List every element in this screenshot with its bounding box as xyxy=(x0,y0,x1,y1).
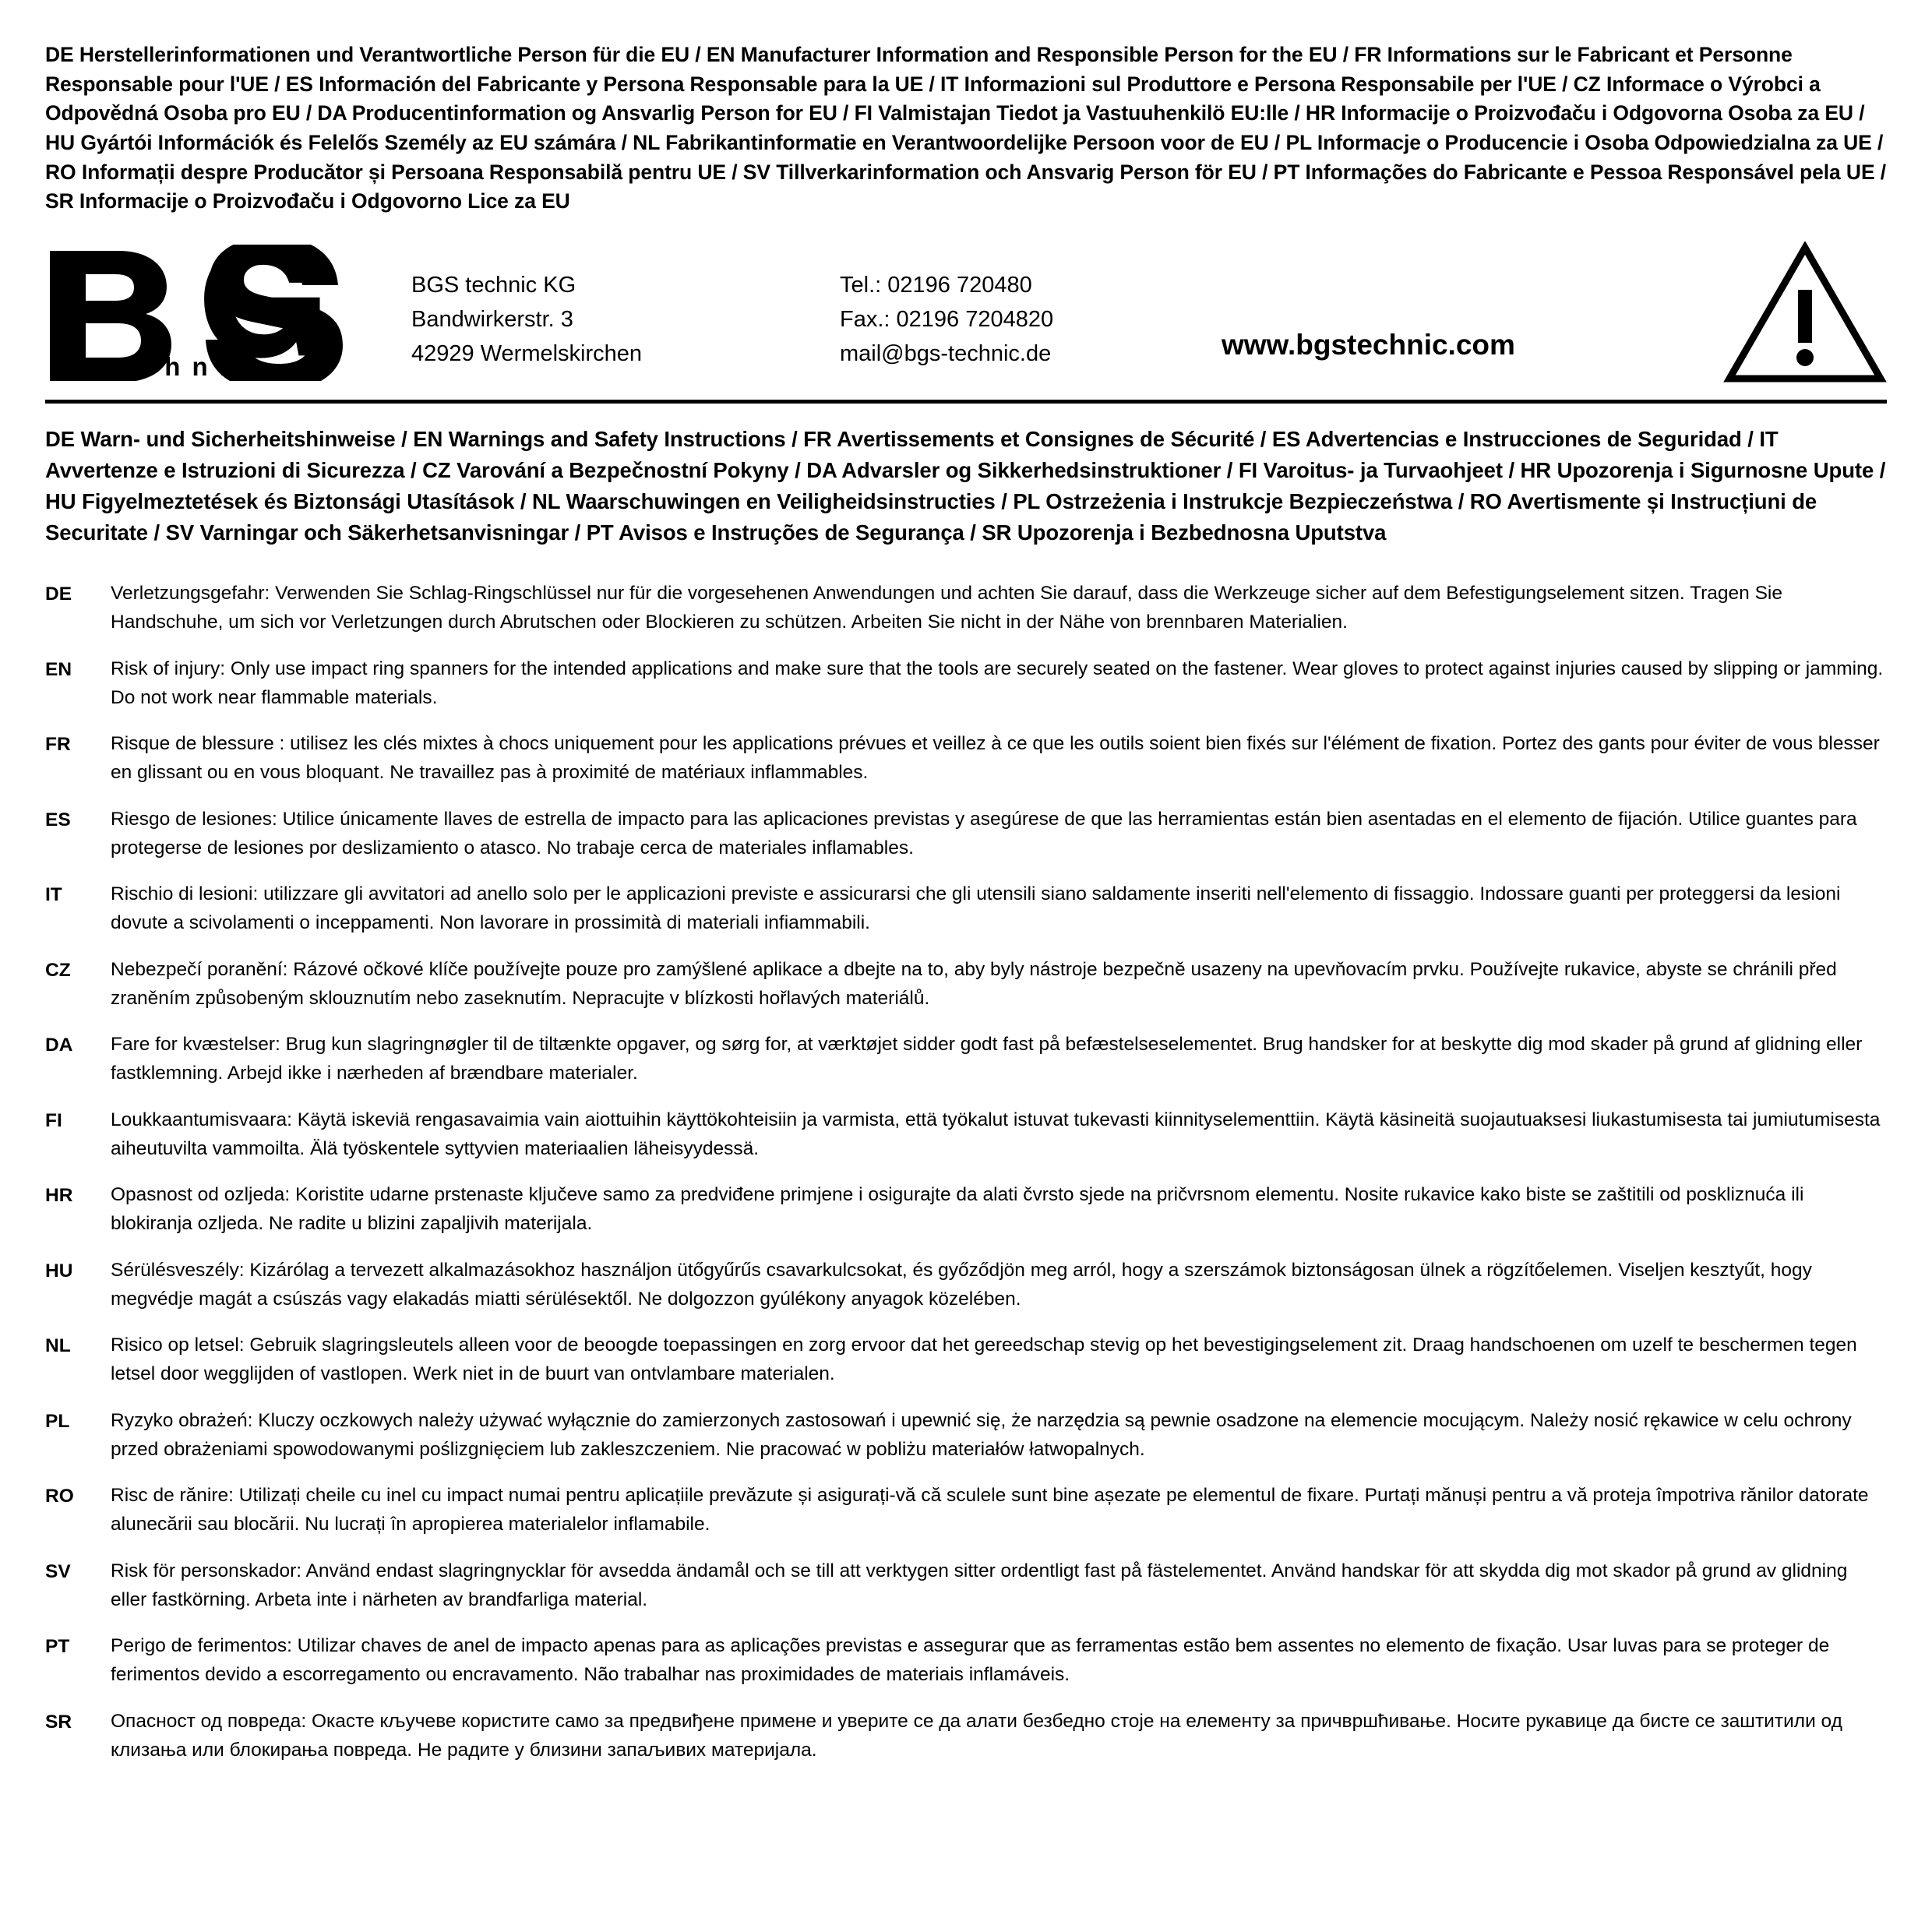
manufacturer-info-heading: DE Herstellerinformationen und Verantwortliche Person für die EU / EN Manufacturer Information and Responsible Person for the EU / FR Informations sur le Fabricant et Personne Responsable pour l'UE / ES Información del Fabricante y Persona Responsable para la UE / IT Informazioni sul Produttore e Persona Responsabile per l'UE / CZ Informace o Výrobci a Odpovědná Osoba pro EU / DA Producentinformation og Ansvarlig Person for EU / FI Valmistajan Tiedot ja Vastuuhenkilö EU:lle / HR Informacije o Proizvođaču i Odgovorna Osoba za EU / HU Gyártói Információk és Felelős Személy az EU számára / NL Fabrikantinformatie en Verantwoordelijke Persoon voor de EU / PL Informacje o Producencie i Osoba Odpowiedzialna za UE / RO Informații despre Producător și Persoana Responsabilă pentru UE / SV Tillverkarinformation och Ansvarig Person för EU / PT Informações do Fabricante e Pessoa Responsável pela UE / SR Informacije o Proizvođaču i Odgovorno Lice za EU xyxy=(45,43,1887,213)
list-item xyxy=(45,1557,1887,1615)
warning-text: Risque de blessure : utilisez les clés mixtes à chocs uniquement pour les applications prévues et veillez à ce que les outils soient bien fixés sur l'élément de fixation. Portez des gants pour éviter de vous blesser en glissant ou en vous bloquant. Ne travaillez pas à proximité de matériaux inflammables. xyxy=(111,733,1880,784)
company-contact-details xyxy=(840,268,1175,371)
warning-text: Fare for kvæstelser: Brug kun slagringnøgler til de tiltænkte opgaver, og sørg for, at værktøjet sidder godt fast på befæstelseselementet. Brug handsker for at beskytte dig mod skader på grund af glidning eller fastklemning. Arbejd ikke i nærheden af brændbare materialer. xyxy=(111,1034,1863,1084)
company-website[interactable]: www.bgstechnic.com xyxy=(1222,328,1515,361)
divider xyxy=(45,400,1887,404)
warning-text: Loukkaantumisvaara: Käytä iskeviä rengasavaimia vain aiottuihin käyttökohteisiin ja varmista, että työkalut istuvat tukevasti kiinnityselementtiin. Käytä käsineitä suojautuaksesi liukastumisesta tai jumiutumisesta aiheutuvilta vammoilta. Älä työskentele syttyvien materiaalien läheisyydessä. xyxy=(111,1109,1881,1159)
warning-text: Опасност од повреда: Окасте кључеве користите само за предвиђене примене и уверите се да алати безбедно стоје на елементу за причвршћивање. Носите рукавице да бисте се заштитили од клизања или блокирања повреда. Не радите у близини запаљивих материјала. xyxy=(111,1710,1842,1761)
warning-text: Sérülésveszély: Kizárólag a tervezett alkalmazásokhoz használjon ütőgyűrűs csavarkulcsokat, és győződjön meg arról, hogy a szerszámok biztonságosan ülnek a rögzítőelemen. Viseljen kesztyűt, hogy megvédje magát a csúszás vagy elakadás miatti sérülésektől. Ne dolgozzon gyúlékony anyagok közelében. xyxy=(111,1259,1812,1310)
svg-text:t e c h n i c: t e c h n i c xyxy=(92,351,256,381)
manufacturer-block xyxy=(45,231,1887,393)
language-code: IT xyxy=(45,884,62,906)
language-code: CZ xyxy=(45,959,71,981)
list-item xyxy=(45,1106,1887,1164)
warnings-heading: DE Warn- und Sicherheitshinweise / EN Warnings and Safety Instructions / FR Avertissements et Consignes de Sécurité / ES Advertencias e Instrucciones de Seguridad / IT Avvertenze e Istruzioni di Sicurezza / CZ Varování a Bezpečnostní Pokyny / DA Advarsler og Sikkerhedsinstruktioner / FI Varoitus- ja Turvaohjeet / HR Upozorenja i Sigurnosne Upute / HU Figyelmeztetések és Biztonsági Utasítások / NL Waarschuwingen en Veiligheidsinstructies / PL Ostrzeżenia i Instrukcje Bezpieczeństwa / RO Avertismente și Instrucțiuni de Securitate / SV Varningar och Säkerhetsanvisningar / PT Avisos e Instruções de Segurança / SR Upozorenja i Bezbednosna Uputstva xyxy=(45,426,1886,545)
language-code: EN xyxy=(45,658,72,680)
warnings-list xyxy=(45,580,1887,1765)
language-code: ES xyxy=(45,809,71,830)
warning-text: Opasnost od ozljeda: Koristite udarne prstenaste ključeve samo za predviđene primjene i osigurajte da alati čvrsto sjede na pričvrsnom elementu. Nosite rukavice kako biste se zaštitili od poskliznuća ili blokiranja ozljeda. Ne radite u blizini zapaljivih materijala. xyxy=(111,1184,1804,1235)
company-tel: Tel.: 02196 720480 xyxy=(840,272,1032,298)
warning-text: Perigo de ferimentos: Utilizar chaves de anel de impacto apenas para as aplicações previstas e assegurar que as ferramentas estão bem assentes no elemento de fixação. Usar luvas para se proteger de ferimentos devido a escorregamento ou encravamento. Não trabalhar nas proximidades de materiais inflamáveis. xyxy=(111,1635,1830,1686)
language-code: RO xyxy=(45,1486,74,1507)
list-item xyxy=(45,655,1887,713)
list-item xyxy=(45,1407,1887,1465)
list-item xyxy=(45,1482,1887,1539)
list-item xyxy=(45,580,1887,637)
company-address xyxy=(411,268,793,371)
warning-text: Nebezpečí poranění: Rázové očkové klíče používejte pouze pro zamýšlené aplikace a dbejte na to, aby byly nástroje bezpečně usazeny na upevňovacím prvku. Používejte rukavice, abyste se chránili před zraněním způsobeným sklouznutím nebo zaseknutím. Nepracujte v blízkosti hořlavých materiálů. xyxy=(111,958,1837,1009)
warning-text: Verletzungsgefahr: Verwenden Sie Schlag-Ringschlüssel nur für die vorgesehenen Anwendungen und achten Sie darauf, dass die Werkzeuge sicher auf dem Befestigungselement sitzen. Tragen Sie Handschuhe, um sich vor Verletzungen durch Abrutschen oder Blockieren zu schützen. Arbeiten Sie nicht in der Nähe von brennbaren Materialien. xyxy=(111,583,1782,633)
language-code: DA xyxy=(45,1035,73,1056)
list-item xyxy=(45,1331,1887,1389)
language-code: PL xyxy=(45,1410,70,1432)
list-item xyxy=(45,1708,1887,1765)
warning-text: Rischio di lesioni: utilizzare gli avvitatori ad anello solo per le applicazioni previste e assicurarsi che gli utensili siano saldamente inseriti nell'elemento di fissaggio. Indossare guanti per proteggersi da lesioni dovute a scivolamenti o inceppamenti. Non lavorare in prossimità di materiali infiammabili. xyxy=(111,883,1841,934)
company-email[interactable]: mail@bgs-technic.de xyxy=(840,340,1052,366)
warning-triangle-icon xyxy=(1723,242,1887,386)
company-fax: Fax.: 02196 7204820 xyxy=(840,306,1054,332)
language-code: PT xyxy=(45,1636,70,1658)
list-item xyxy=(45,880,1887,938)
svg-text:®: ® xyxy=(278,247,296,273)
language-code: HU xyxy=(45,1260,73,1282)
warning-triangle-wrap xyxy=(1700,235,1887,386)
language-code: NL xyxy=(45,1335,71,1357)
warning-text: Risk of injury: Only use impact ring spanners for the intended applications and make sure that the tools are securely seated on the fastener. Wear gloves to protect against injuries caused by slipping or jamming. Do not work near flammable materials. xyxy=(111,658,1884,708)
list-item xyxy=(45,806,1887,863)
warning-text: Riesgo de lesiones: Utilice únicamente llaves de estrella de impacto para las aplicaciones previstas y asegúrese de que las herramientas están bien asentadas en el elemento de fijación. Utilice guantes para protegerse de lesiones por deslizamiento o atasco. No trabaje cerca de materiales inflamables. xyxy=(111,808,1857,858)
warning-text: Risc de rănire: Utilizați cheile cu inel cu impact numai pentru aplicațiile prevăzute și asigurați-vă că sculele sunt bine așezate pe elementul de fixare. Purtați mănuși pentru a vă proteja împotriva rănilor datorate alunecării sau blocării. Nu lucrați în apropierea materialelor inflamabile. xyxy=(111,1485,1869,1535)
company-website-wrap xyxy=(1222,268,1700,371)
list-item xyxy=(45,956,1887,1014)
language-code: DE xyxy=(45,583,72,605)
language-code: SV xyxy=(45,1560,71,1582)
list-item xyxy=(45,1031,1887,1088)
company-city: 42929 Wermelskirchen xyxy=(411,340,643,366)
language-code: FR xyxy=(45,734,71,756)
company-name: BGS technic KG xyxy=(411,272,576,298)
warning-text: Risk för personskador: Använd endast slagringnycklar för avsedda ändamål och se till att verktygen sitter ordentligt fast på fästelementet. Använd handskar för att skydda dig mot skador på grund av glidning eller fastkörning. Arbeta inte i närheten av brandfarliga material. xyxy=(111,1560,1848,1610)
language-code: FI xyxy=(45,1109,62,1131)
bgs-logo xyxy=(45,235,411,381)
language-code: SR xyxy=(45,1711,72,1733)
list-item xyxy=(45,730,1887,788)
list-item xyxy=(45,1257,1887,1314)
warning-text: Risico op letsel: Gebruik slagringsleutels alleen voor de beoogde toepassingen en zorg ervoor dat het gereedschap stevig op het bevestigingselement zit. Draag handschoenen om uzelf te beschermen tegen letsel door wegglijden of vastlopen. Werk niet in de buurt van ontvlambare materialen. xyxy=(111,1334,1857,1385)
company-contact xyxy=(411,235,1700,371)
list-item xyxy=(45,1632,1887,1690)
warning-text: Ryzyko obrażeń: Kluczy oczkowych należy używać wyłącznie do zamierzonych zastosowań i upewnić się, że narzędzia są pewnie osadzone na elemencie mocującym. Należy nosić rękawice w celu ochrony przed obrażeniami spowodowanymi poślizgnięciem lub zakleszczeniem. Nie pracować w pobliżu materiałów łatwopalnych. xyxy=(111,1409,1852,1460)
language-code: HR xyxy=(45,1185,73,1207)
bgs-logo-icon xyxy=(45,245,380,381)
company-street: Bandwirkerstr. 3 xyxy=(411,306,573,332)
list-item xyxy=(45,1181,1887,1239)
